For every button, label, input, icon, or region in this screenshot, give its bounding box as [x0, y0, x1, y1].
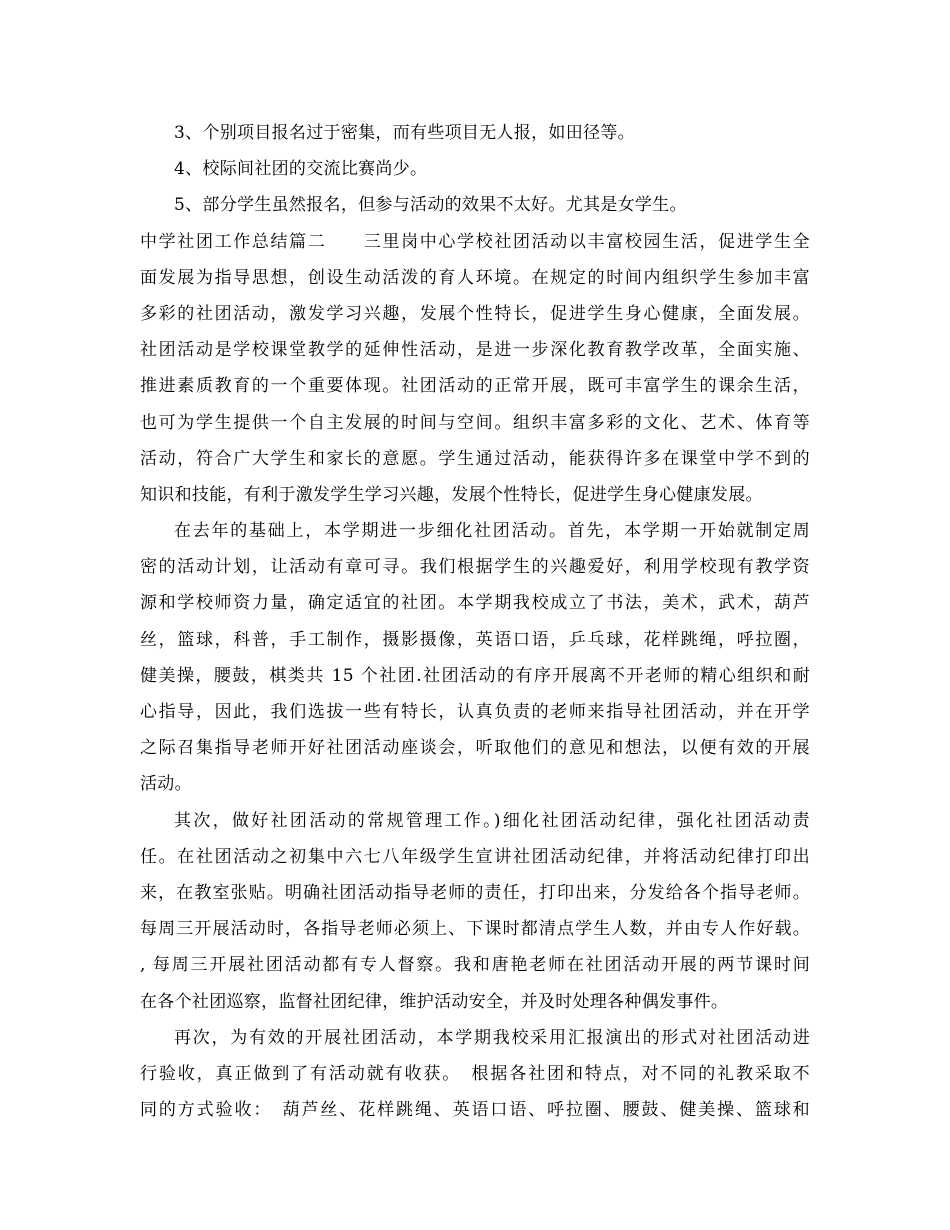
- paragraph-line: 同的方式验收： 葫芦丝、花样跳绳、英语口语、呼拉圈、腰鼓、健美操、篮球和: [140, 1100, 810, 1121]
- paragraph-line: 活动。: [140, 774, 192, 795]
- paragraph-line: 丝，篮球，科普，手工制作，摄影摄像，英语口语，乒乓球，花样跳绳，呼拉圈，: [140, 629, 810, 650]
- paragraph-line: 在各个社团巡察，监督社团纪律，维护活动安全，并及时处理各种偶发事件。: [140, 991, 729, 1012]
- paragraph-line: 再次，为有效的开展社团活动，本学期我校采用汇报演出的形式对社团活动进: [174, 1027, 810, 1048]
- list-item-4: 4、校际间社团的交流比赛尚少。: [174, 159, 428, 180]
- paragraph-line: 健美操，腰鼓，棋类共 15 个社团.社团活动的有序开展离不开老师的精心组织和耐: [140, 665, 810, 686]
- paragraph-line: 来，在教室张贴。明确社团活动指导老师的责任，打印出来，分发给各个指导老师。: [140, 882, 810, 903]
- paragraph-line: 心指导，因此，我们选拔一些有特长，认真负责的老师来指导社团活动，并在开学: [140, 702, 810, 722]
- paragraph-line: 在去年的基础上，本学期进一步细化社团活动。首先，本学期一开始就制定周: [174, 521, 810, 542]
- paragraph-line: , 每周三开展社团活动都有专人督察。我和唐艳老师在社团活动开展的两节课时间: [140, 955, 810, 976]
- paragraph-line: 任。在社团活动之初集中六七八年级学生宣讲社团活动纪律，并将活动纪律打印出: [140, 846, 810, 867]
- paragraph-line: 推进素质教育的一个重要体现。社团活动的正常开展，既可丰富学生的课余生活，: [140, 376, 810, 397]
- paragraph-line: 也可为学生提供一个自主发展的时间与空间。组织丰富多彩的文化、艺术、体育等: [140, 412, 810, 433]
- paragraph-line: 多彩的社团活动，激发学习兴趣，发展个性特长，促进学生身心健康，全面发展。: [140, 303, 810, 324]
- paragraph-line: 活动，符合广大学生和家长的意愿。学生通过活动，能获得许多在课堂中学不到的: [140, 448, 810, 469]
- list-item-3: 3、个别项目报名过于密集，而有些项目无人报，如田径等。: [174, 123, 635, 143]
- paragraph-line: 源和学校师资力量，确定适宜的社团。本学期我校成立了书法，美术，武术，葫芦: [140, 593, 810, 614]
- paragraph-line: 社团活动是学校课堂教学的延伸性活动，是进一步深化教育教学改革，全面实施、: [140, 340, 810, 361]
- paragraph-line: 其次，做好社团活动的常规管理工作。)细化社团活动纪律，强化社团活动责: [174, 810, 810, 831]
- paragraph-line: 每周三开展活动时，各指导老师必须上、下课时都清点学生人数，并由专人作好载。: [140, 919, 810, 940]
- paragraph-line: 知识和技能，有利于激发学生学习兴趣，发展个性特长，促进学生身心健康发展。: [140, 484, 763, 505]
- paragraph-line: 之际召集指导老师开好社团活动座谈会，听取他们的意见和想法，以便有效的开展: [140, 738, 810, 759]
- document-body: [140, 115, 810, 1128]
- list-item-5: 5、部分学生虽然报名，但参与活动的效果不太好。尤其是女学生。: [174, 195, 687, 216]
- section-heading-line: 中学社团工作总结篇二 三里岗中心学校社团活动以丰富校园生活，促进学生全: [140, 231, 810, 252]
- paragraph-line: 行验收，真正做到了有活动就有收获。 根据各社团和特点，对不同的礼教采取不: [140, 1063, 810, 1084]
- paragraph-line: 密的活动计划，让活动有章可寻。我们根据学生的兴趣爱好，利用学校现有教学资: [140, 557, 810, 578]
- paragraph-line: 面发展为指导思想，创设生动活泼的育人环境。在规定的时间内组织学生参加丰富: [140, 267, 810, 288]
